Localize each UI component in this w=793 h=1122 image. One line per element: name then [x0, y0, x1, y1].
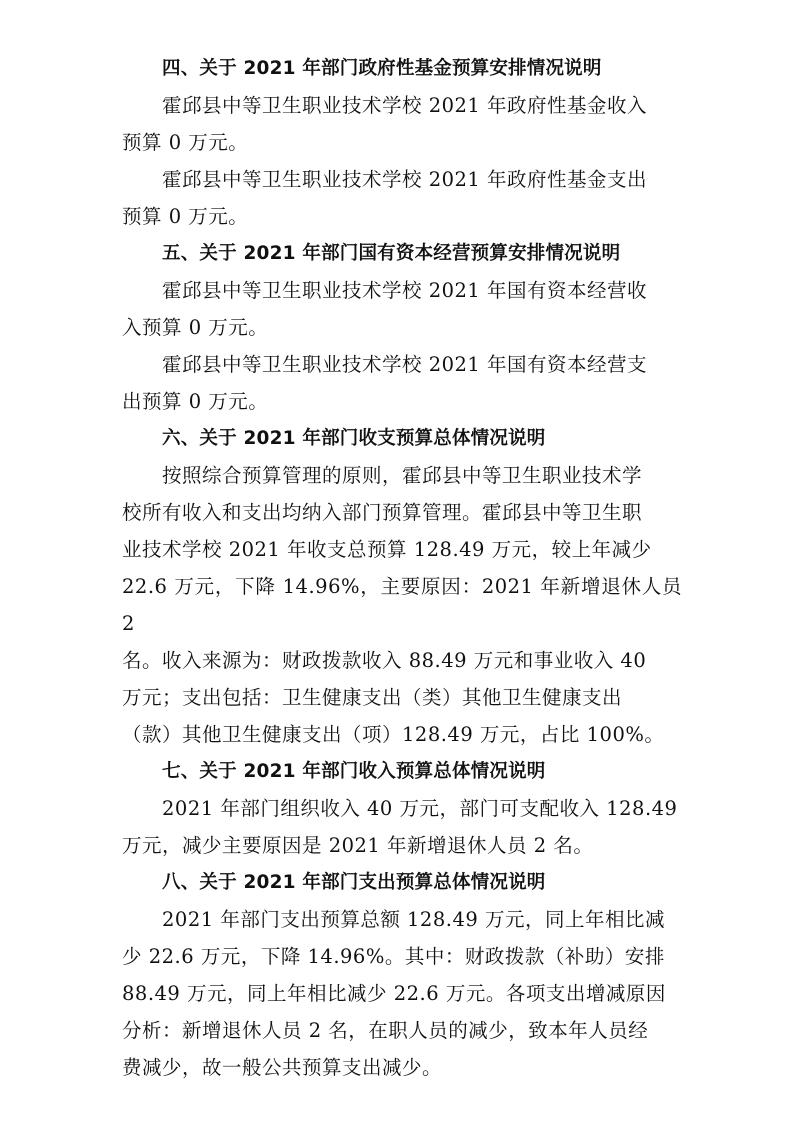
paragraph: [122, 901, 682, 1086]
section-heading: 六、关于 2021 年部门收支预算总体情况说明: [162, 428, 546, 449]
text-line: 校所有收入和支出均纳入部门预算管理。霍邱县中等卫生职: [122, 501, 643, 524]
text-line: 霍邱县中等卫生职业技术学校 2021 年政府性基金支出: [162, 168, 648, 191]
section-heading: 四、关于 2021 年部门政府性基金预算安排情况说明: [162, 58, 602, 79]
text-line: 业技术学校 2021 年收支总预算 128.49 万元，较上年减少: [122, 538, 652, 561]
paragraph: [122, 161, 682, 235]
text-line: 少 22.6 万元，下降 14.96%。其中：财政拨款（补助）安排: [122, 945, 665, 968]
text-line: 名。收入来源为：财政拨款收入 88.49 万元和事业收入 40: [122, 649, 647, 672]
text-line: 霍邱县中等卫生职业技术学校 2021 年国有资本经营支: [162, 353, 648, 376]
text-line: 万元，减少主要原因是 2021 年新增退休人员 2 名。: [122, 834, 594, 857]
paragraph: [122, 87, 682, 161]
text-line: 费减少，故一般公共预算支出减少。: [122, 1056, 443, 1079]
text-line: 2021 年部门支出预算总额 128.49 万元，同上年相比减: [162, 908, 665, 931]
text-line: 2021 年部门组织收入 40 万元，部门可支配收入 128.49: [162, 797, 678, 820]
section-heading: 七、关于 2021 年部门收入预算总体情况说明: [162, 761, 546, 782]
document-page: [122, 50, 682, 1086]
section-income-budget: [122, 753, 682, 864]
text-line: 入预算 0 万元。: [122, 316, 269, 339]
text-line: （款）其他卫生健康支出（项）128.49 万元，占比 100%。: [122, 723, 665, 746]
section-expenditure-budget: [122, 864, 682, 1086]
text-line: 分析：新增退休人员 2 名，在职人员的减少，致本年人员经: [122, 1019, 649, 1042]
paragraph: [122, 457, 682, 753]
section-heading: 八、关于 2021 年部门支出预算总体情况说明: [162, 872, 546, 893]
section-government-fund-budget: [122, 50, 682, 235]
text-line: 预算 0 万元。: [122, 205, 249, 228]
text-line: 出预算 0 万元。: [122, 390, 269, 413]
text-line: 22.6 万元，下降 14.96%，主要原因：2021 年新增退休人员 2: [122, 575, 682, 635]
text-line: 霍邱县中等卫生职业技术学校 2021 年政府性基金收入: [162, 94, 648, 117]
section-overall-budget: [122, 420, 682, 753]
paragraph: [122, 790, 682, 864]
text-line: 万元；支出包括：卫生健康支出（类）其他卫生健康支出: [122, 686, 623, 709]
text-line: 按照综合预算管理的原则，霍邱县中等卫生职业技术学: [162, 464, 643, 487]
section-state-capital-budget: [122, 235, 682, 420]
text-line: 88.49 万元，同上年相比减少 22.6 万元。各项支出增减原因: [122, 982, 666, 1005]
text-line: 预算 0 万元。: [122, 131, 249, 154]
paragraph: [122, 346, 682, 420]
section-heading: 五、关于 2021 年部门国有资本经营预算安排情况说明: [162, 243, 621, 264]
text-line: 霍邱县中等卫生职业技术学校 2021 年国有资本经营收: [162, 279, 648, 302]
paragraph: [122, 272, 682, 346]
